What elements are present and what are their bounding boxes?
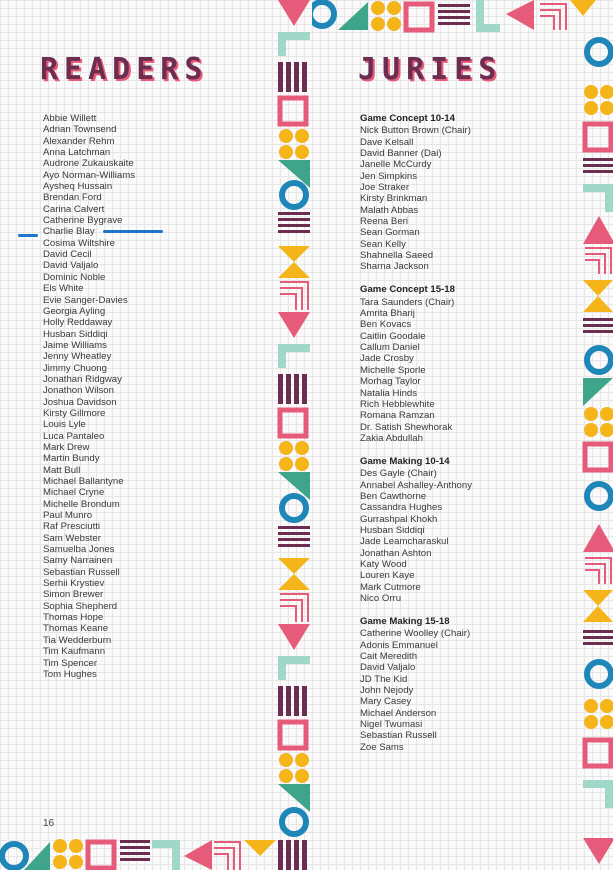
jury-member: Dave Kelsall <box>360 136 414 148</box>
reader-name: Tim Spencer <box>43 657 98 669</box>
reader-name: Samy Narrainen <box>43 555 113 567</box>
reader-name: Charlie Blay <box>43 226 95 238</box>
readers-heading: READERS <box>40 52 209 87</box>
jury-member: David Banner (Dai) <box>360 148 442 160</box>
reader-name: Georgia Ayling <box>43 305 106 317</box>
jury-member: Mary Casey <box>360 696 412 708</box>
jury-member: Reena Beri <box>360 216 408 228</box>
reader-name: Thomas Hope <box>43 612 104 624</box>
jury-member: Natalia Hinds <box>360 387 418 399</box>
reader-name: Thomas Keane <box>43 623 109 635</box>
reader-name: Tim Kaufmann <box>43 646 106 658</box>
jury-member: Zakia Abdullah <box>360 432 423 444</box>
reader-name: Sam Webster <box>43 532 101 544</box>
juries-heading: JURIES <box>358 52 503 87</box>
reader-name: Ayo Norman-Williams <box>43 169 136 181</box>
jury-member: Dr. Satish Shewhorak <box>360 421 453 433</box>
reader-name: Anna Latchman <box>43 147 111 159</box>
reader-name: David Valjalo <box>43 260 99 272</box>
jury-member-list <box>360 125 565 272</box>
jury-group-title: Game Making 15-18 <box>360 615 450 627</box>
jury-member: Jade Leamcharaskul <box>360 536 449 548</box>
top-pattern-strip <box>312 0 613 34</box>
jury-member: Adonis Emmanuel <box>360 639 438 651</box>
reader-name: Michael Cryne <box>43 487 105 499</box>
bottom-pattern-strip <box>0 836 276 870</box>
reader-name: Jaime Williams <box>43 339 107 351</box>
reader-name: Catherine Bygrave <box>43 215 123 227</box>
jury-member: Nico Orru <box>360 592 402 604</box>
jury-member: Mark Cutmore <box>360 581 421 593</box>
jury-member: Cassandra Hughes <box>360 502 443 514</box>
right-pattern-column <box>581 34 613 870</box>
jury-group-title: Game Concept 10-14 <box>360 113 455 124</box>
jury-group-title: Game Concept 15-18 <box>360 284 455 296</box>
reader-name: Els White <box>43 283 84 295</box>
reader-name: Michelle Brondum <box>43 498 120 510</box>
jury-member: Rich Hebblewhite <box>360 398 435 410</box>
reader-name: Alexander Rehm <box>43 135 115 147</box>
jury-member: Louren Kaye <box>360 570 415 582</box>
reader-name: Serhii Krystiev <box>43 578 105 590</box>
jury-member: David Valjalo <box>360 662 416 674</box>
reader-name: Dominic Noble <box>43 271 106 283</box>
reader-name: Jonathan Ridgway <box>43 373 122 385</box>
jury-member: Katy Wood <box>360 558 407 570</box>
jury-member: Caitlin Goodale <box>360 330 426 342</box>
jury-member: Jonathan Ashton <box>360 547 432 559</box>
jury-member: Michelle Sporle <box>360 364 426 376</box>
reader-name: Holly Reddaway <box>43 317 113 329</box>
reader-name: Matt Bull <box>43 464 81 476</box>
reader-name: Martin Bundy <box>43 453 100 465</box>
highlight-line-right <box>103 230 163 233</box>
jury-member: Cait Meredith <box>360 650 418 662</box>
jury-member: Ben Kovacs <box>360 319 412 331</box>
jury-member: Des Gayle (Chair) <box>360 468 437 480</box>
jury-member: Janelle McCurdy <box>360 159 432 171</box>
jury-group <box>360 284 565 444</box>
jury-group-title: Game Making 10-14 <box>360 455 450 467</box>
reader-name: Joshua Davidson <box>43 396 117 408</box>
jury-member: Michael Anderson <box>360 707 437 719</box>
reader-name: Audrone Zukauskaite <box>43 158 134 170</box>
jury-member: Morhag Taylor <box>360 376 421 388</box>
reader-name: Paul Munro <box>43 510 93 522</box>
jury-member: Zoe Sams <box>360 741 404 753</box>
reader-name: Tom Hughes <box>43 668 97 680</box>
reader-name: Louis Lyle <box>43 419 86 431</box>
jury-member: Joe Straker <box>360 182 410 194</box>
reader-name: Kirsty Gillmore <box>43 407 106 419</box>
jury-member: Kirsty Brinkman <box>360 193 428 205</box>
jury-member: Sean Gorman <box>360 227 420 239</box>
readers-list <box>43 113 253 680</box>
jury-member-list <box>360 628 565 753</box>
jury-member: Catherine Woolley (Chair) <box>360 628 471 640</box>
reader-name: David Cecil <box>43 249 92 261</box>
jury-group <box>360 113 565 273</box>
jury-member: John Nejody <box>360 684 414 696</box>
jury-member: Sharna Jackson <box>360 261 429 273</box>
jury-member: Callum Daniel <box>360 342 420 354</box>
reader-name: Jenny Wheatley <box>43 351 112 363</box>
reader-name: Sophia Shepherd <box>43 600 118 612</box>
jury-member: Ben Cawthorne <box>360 490 427 502</box>
reader-name: Luca Pantaleo <box>43 430 105 442</box>
jury-member: Sebastian Russell <box>360 730 437 742</box>
jury-member: Jen Simpkins <box>360 170 418 182</box>
jury-member-list <box>360 468 565 604</box>
jury-group <box>360 456 565 604</box>
juries-column <box>360 113 565 765</box>
reader-name: Mark Drew <box>43 441 90 453</box>
reader-name: Jimmy Chuong <box>43 362 107 374</box>
jury-member: Gurrashpal Khokh <box>360 513 438 525</box>
jury-member: Husban Siddiqi <box>360 524 425 536</box>
middle-pattern-column <box>276 0 312 870</box>
jury-member: JD The Kid <box>360 673 408 685</box>
reader-name: Jonathon Wilson <box>43 385 114 397</box>
jury-member: Romana Ramzan <box>360 410 435 422</box>
jury-member: Shahnella Saeed <box>360 250 434 262</box>
reader-name: Tia Wedderburn <box>43 634 112 646</box>
jury-member: Annabel Ashalley-Anthony <box>360 479 473 491</box>
reader-name: Evie Sanger-Davies <box>43 294 128 306</box>
jury-member-list <box>360 297 565 444</box>
highlight-line-left <box>18 234 38 237</box>
reader-name: Michael Ballantyne <box>43 476 124 487</box>
reader-name: Brendan Ford <box>43 192 102 204</box>
jury-member: Nigel Twumasi <box>360 718 423 730</box>
reader-name: Aysheq Hussain <box>43 181 113 193</box>
reader-name: Samuelba Jones <box>43 544 115 556</box>
reader-name: Adrian Townsend <box>43 124 117 136</box>
reader-name: Sebastian Russell <box>43 566 120 578</box>
jury-member: Nick Button Brown (Chair) <box>360 125 471 137</box>
jury-member: Jade Crosby <box>360 353 414 365</box>
jury-member: Malath Abbas <box>360 204 419 216</box>
jury-group <box>360 616 565 753</box>
jury-member: Amrita Bharij <box>360 308 415 320</box>
page-number: 16 <box>43 818 55 829</box>
reader-name: Abbie Willett <box>43 113 97 124</box>
reader-name: Simon Brewer <box>43 589 104 601</box>
reader-name: Cosima Wiltshire <box>43 237 115 249</box>
reader-name: Husban Siddiqi <box>43 328 108 340</box>
reader-name: Carina Calvert <box>43 203 105 215</box>
reader-name: Raf Presciutti <box>43 521 101 533</box>
jury-member: Tara Saunders (Chair) <box>360 296 455 308</box>
jury-member: Sean Kelly <box>360 238 406 250</box>
